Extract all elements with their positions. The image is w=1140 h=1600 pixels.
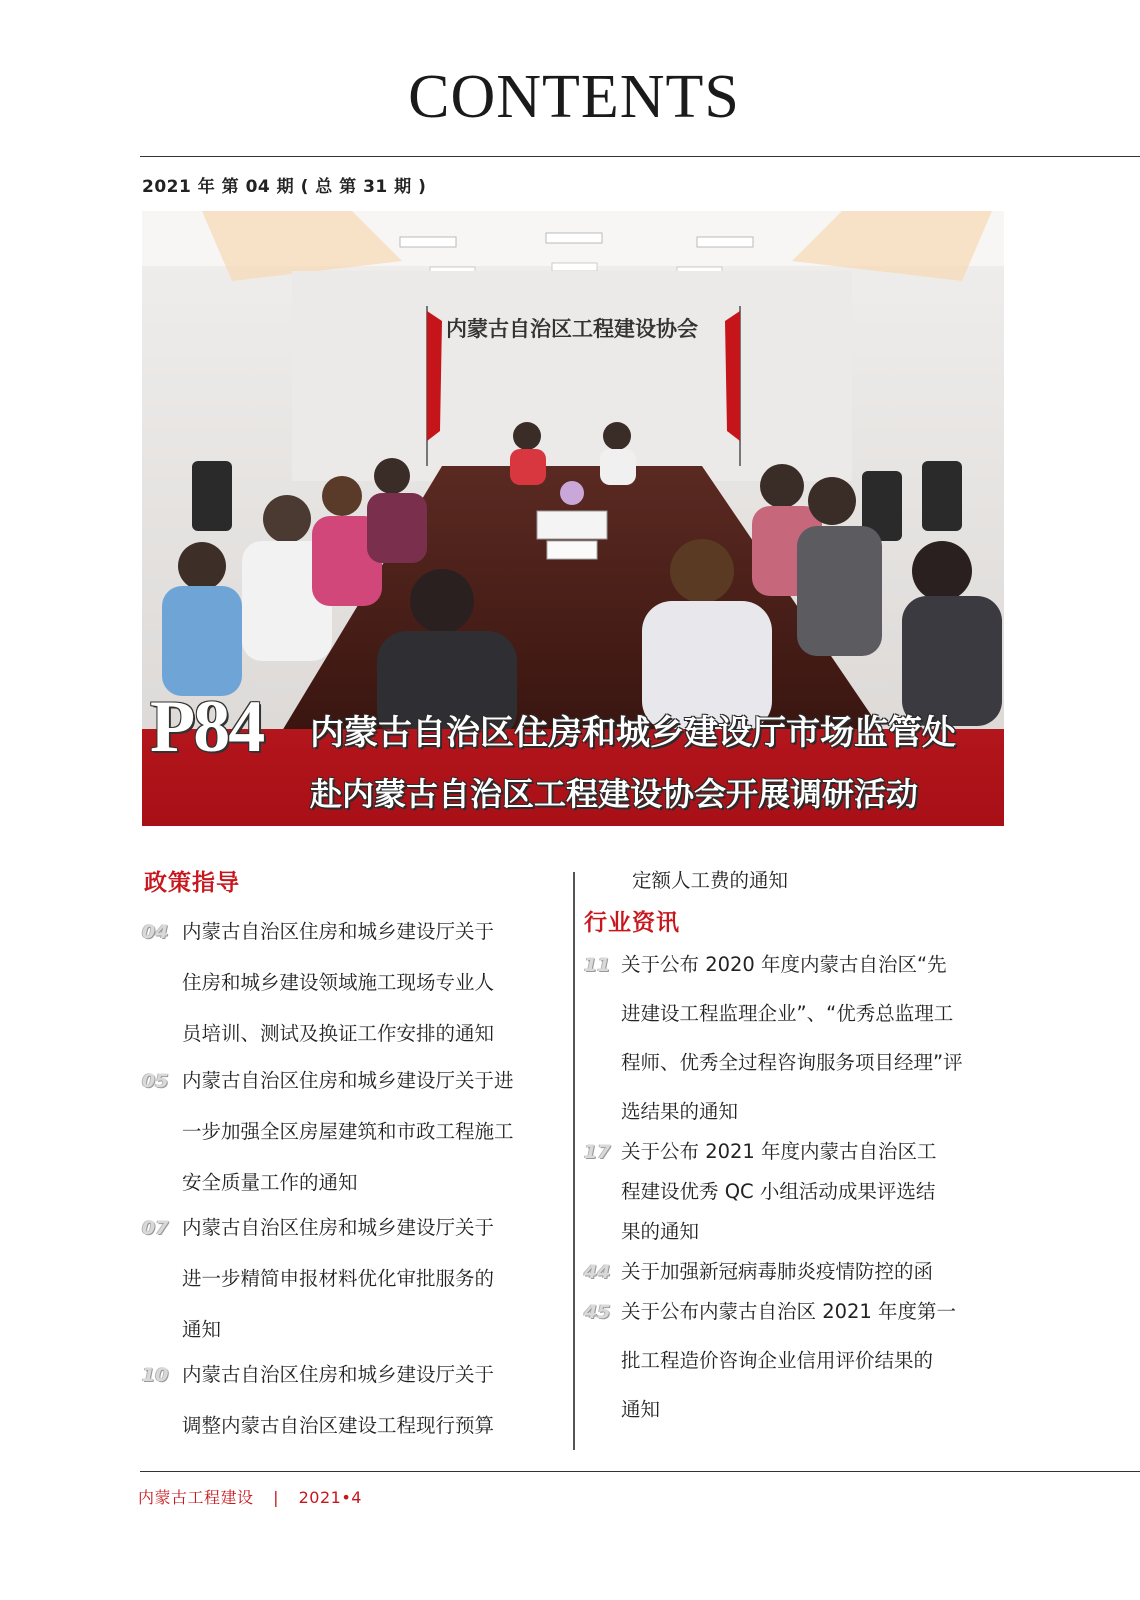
toc-page-number: 04 — [142, 921, 169, 943]
toc-entry[interactable] — [584, 952, 1024, 1125]
page-footer — [138, 1485, 376, 1508]
toc-entry[interactable] — [142, 1349, 566, 1451]
toc-entry[interactable] — [142, 906, 566, 1059]
toc-page-number: 17 — [584, 1141, 611, 1163]
section-title-policy: 政策指导 — [144, 870, 240, 896]
footer-journal-name: 内蒙古工程建设 — [138, 1488, 254, 1507]
toc-line: 进一步精简申报材料优化审批服务的 — [182, 1267, 495, 1290]
toc-continued-line: 定额人工费的通知 — [632, 869, 789, 892]
toc-entry[interactable] — [584, 1139, 1024, 1245]
toc-line: 一步加强全区房屋建筑和市政工程施工 — [182, 1120, 514, 1143]
cover-photo[interactable] — [142, 211, 1004, 826]
toc-line: 关于公布 2020 年度内蒙古自治区“先 — [621, 953, 947, 976]
toc-line: 进建设工程监理企业”、“优秀总监理工 — [621, 1002, 954, 1025]
toc-line: 关于公布内蒙古自治区 2021 年度第一 — [621, 1300, 957, 1323]
left-column — [142, 868, 566, 1451]
toc-line: 内蒙古自治区住房和城乡建设厅关于进 — [182, 1069, 514, 1092]
toc-page-number: 45 — [584, 1301, 611, 1323]
toc-line: 选结果的通知 — [621, 1100, 739, 1123]
right-column — [584, 868, 1024, 1423]
toc-line: 员培训、测试及换证工作安排的通知 — [182, 1022, 495, 1045]
footer-issue: 2021•4 — [298, 1488, 362, 1507]
toc-line: 通知 — [621, 1398, 661, 1421]
toc-line: 程师、优秀全过程咨询服务项目经理”评 — [621, 1051, 963, 1074]
toc-page-number: 05 — [142, 1070, 169, 1092]
toc-page-number: 10 — [142, 1364, 169, 1386]
toc-line: 关于加强新冠病毒肺炎疫情防控的函 — [621, 1260, 934, 1283]
toc-line: 内蒙古自治区住房和城乡建设厅关于 — [182, 1363, 495, 1386]
toc-line: 果的通知 — [621, 1220, 700, 1243]
toc-line: 住房和城乡建设领域施工现场专业人 — [182, 971, 495, 994]
toc-entry[interactable] — [584, 1299, 1024, 1423]
cover-headline-line2: 赴内蒙古自治区工程建设协会开展调研活动 — [310, 775, 919, 813]
footer-separator: | — [273, 1488, 279, 1507]
wall-sign: 内蒙古自治区工程建设协会 — [446, 317, 698, 341]
toc-entry[interactable] — [142, 1055, 566, 1208]
toc-line: 调整内蒙古自治区建设工程现行预算 — [182, 1414, 495, 1437]
issue-number: 2021 年 第 04 期 ( 总 第 31 期 ) — [142, 177, 427, 197]
cover-headline-line1: 内蒙古自治区住房和城乡建设厅市场监管处 — [310, 713, 956, 753]
toc-page-number: 11 — [584, 954, 611, 976]
toc-line: 内蒙古自治区住房和城乡建设厅关于 — [182, 1216, 495, 1239]
toc-entry[interactable] — [142, 1202, 566, 1355]
column-divider — [573, 872, 575, 1450]
toc-line: 程建设优秀 QC 小组活动成果评选结 — [621, 1180, 936, 1203]
toc-line: 关于公布 2021 年度内蒙古自治区工 — [621, 1140, 937, 1163]
top-rule — [140, 156, 1140, 157]
toc-line: 批工程造价咨询企业信用评价结果的 — [621, 1349, 934, 1372]
masthead-title: CONTENTS — [408, 63, 740, 131]
section-title-news: 行业资讯 — [584, 910, 680, 936]
toc-page-number: 07 — [142, 1217, 169, 1239]
toc-page-number: 44 — [584, 1261, 611, 1283]
footer-rule — [140, 1471, 1140, 1472]
toc-line: 通知 — [182, 1318, 222, 1341]
toc-entry[interactable] — [584, 1259, 1024, 1285]
toc-line: 安全质量工作的通知 — [182, 1171, 358, 1194]
toc-line: 内蒙古自治区住房和城乡建设厅关于 — [182, 920, 495, 943]
cover-page-number: P84 — [150, 686, 264, 768]
